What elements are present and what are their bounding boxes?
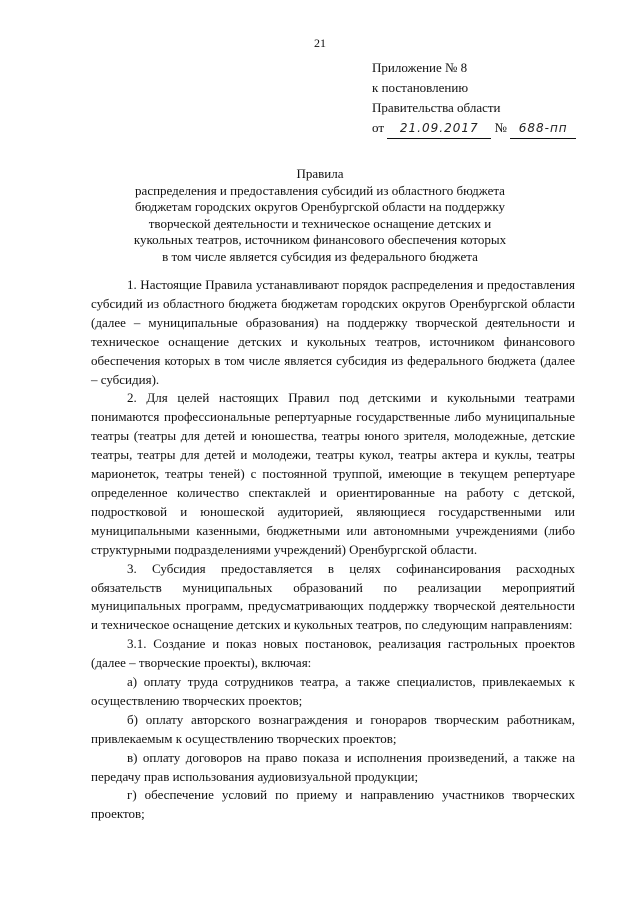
date-prefix: от xyxy=(372,120,385,135)
title-line: бюджетам городских округов Оренбургской области на поддержку xyxy=(134,199,506,215)
attachment-block xyxy=(372,58,576,139)
paragraph: 3.1. Создание и показ новых постановок, реализация гастрольных проектов (далее – творческие проекты), включая: xyxy=(91,636,575,671)
title-line: в том числе является субсидия из федерального бюджета xyxy=(162,248,478,264)
attachment-line-2: к постановлению xyxy=(372,80,469,95)
paragraph: 3. Субсидия предоставляется в целях софинансирования расходных обязательств муниципальных образований по реализации мероприятий муниципальных программ, предусматривающих поддержку творческой деятельности и техническое оснащение детских и кукольных театров, по следующим направлениям: xyxy=(91,560,575,633)
title-line: распределения и предоставления субсидий из областного бюджета xyxy=(135,182,505,198)
page-number: 21 xyxy=(314,36,326,50)
paragraph: в) оплату договоров на право показа и исполнения произведений, а также на передачу прав использования аудиовизуальной продукции; xyxy=(91,749,575,784)
paragraph: б) оплату авторского вознаграждения и гонораров творческим работникам, привлекаемым к осуществлению творческих проектов; xyxy=(91,711,575,746)
handwritten-number: 688-пп xyxy=(510,118,576,139)
handwritten-date: 21.09.2017 xyxy=(387,118,491,139)
paragraph: 2. Для целей настоящих Правил под детскими и кукольными театрами понимаются профессиональные репертуарные государственные либо муниципальные театры (театры для детей и юношества, театры юного зрителя, молодежные, детские театры, театры для детей и молодежи, театры кукол, театры актера и куклы, театры марионеток, театры теней) с постоянной труппой, имеющие в текущем репертуаре определенное количество спектаклей и ориентированные на работу с детской, подростковой и юношеской аудиторией, являющиеся государственными или муниципальными казенными, бюджетными или автономными учреждениями (либо структурными подразделениями учреждений) Оренбургской области. xyxy=(91,390,575,557)
document-title xyxy=(100,166,540,266)
title-line: творческой деятельности и техническое оснащение детских и xyxy=(148,215,492,231)
attachment-line-3: Правительства области xyxy=(372,100,501,115)
title-line: кукольных театров, источником финансового обеспечения которых xyxy=(133,232,507,248)
document-body xyxy=(91,276,575,824)
paragraph: 1. Настоящие Правила устанавливают порядок распределения и предоставления субсидий из областного бюджета бюджетам городских округов Оренбургской области (далее – муниципальные образования) на поддержку творческой деятельности и техническое оснащение детских и кукольных театров, источником финансового обеспечения которых в том числе является субсидия из федерального бюджета (далее – субсидия). xyxy=(91,277,575,387)
attachment-line-1: Приложение № 8 xyxy=(372,60,468,75)
title-heading: Правила xyxy=(296,166,344,181)
paragraph: г) обеспечение условий по приему и направлению участников творческих проектов; xyxy=(91,787,575,822)
number-prefix: № xyxy=(494,120,507,135)
paragraph: а) оплату труда сотрудников театра, а также специалистов, привлекаемых к осуществлению творческих проектов; xyxy=(91,674,575,708)
attachment-date-line xyxy=(372,118,576,139)
